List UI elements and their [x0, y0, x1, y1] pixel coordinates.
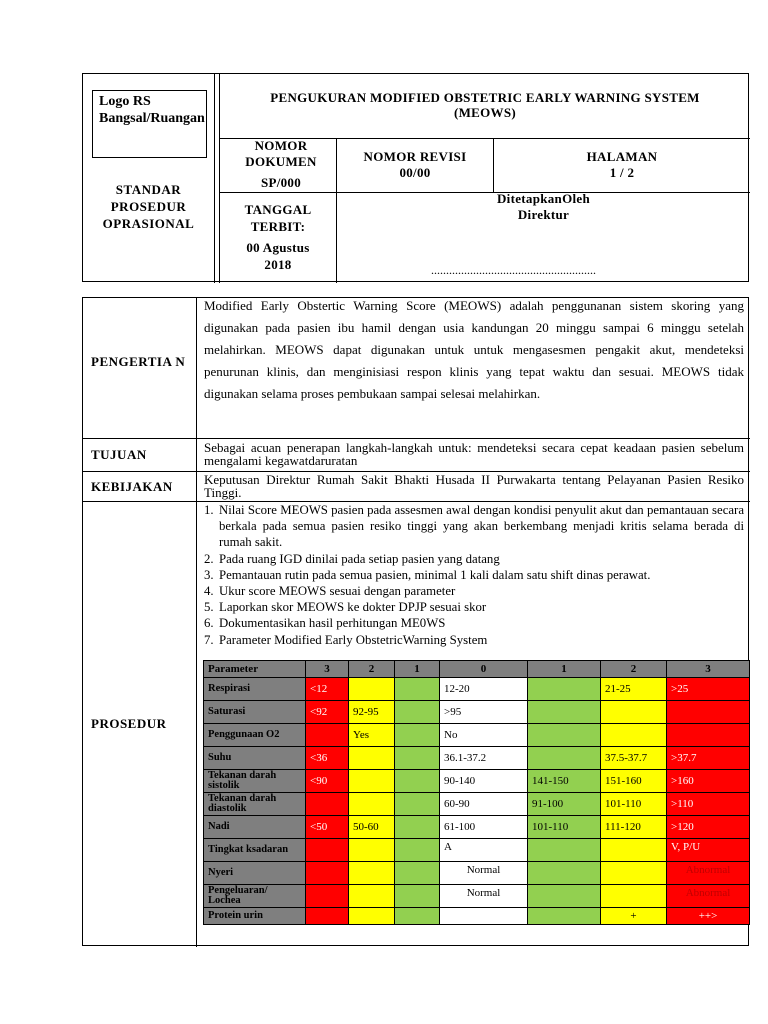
score-cell — [306, 908, 349, 925]
score-cell: 50-60 — [349, 816, 395, 839]
table-row — [204, 793, 750, 816]
score-cell: Normal — [440, 862, 528, 885]
tujuan-text: Sebagai acuan penerapan langkah-langkah untuk: mendeteksi secara cepat keadaan pasien sebelum mengalami kegawatdaruratan — [204, 440, 744, 468]
signature-line: ....................................................... — [431, 263, 596, 277]
score-cell: <92 — [306, 701, 349, 724]
ditetapkan-role: Direktur — [517, 207, 570, 222]
table-row — [204, 885, 750, 908]
score-cell — [349, 908, 395, 925]
table-row — [204, 816, 750, 839]
score-cell: 90-140 — [440, 770, 528, 793]
step-text: Pemantauan rutin pada semua pasien, minimal 1 kali dalam satu shift dinas perawat. — [219, 567, 651, 582]
divider — [83, 438, 750, 439]
score-cell: 101-110 — [528, 816, 601, 839]
list-item — [204, 567, 744, 583]
score-cell — [667, 724, 750, 747]
nomor-revisi-value: 00/00 — [399, 165, 431, 180]
score-cell — [349, 885, 395, 908]
header-cell: 2 — [349, 661, 395, 678]
score-cell: 141-150 — [528, 770, 601, 793]
prosedur-label: PROSEDUR — [91, 716, 167, 731]
table-row — [204, 747, 750, 770]
parameter-cell: Tingkat ksadaran — [204, 839, 306, 862]
step-text: Parameter Modified Early ObstetricWarning System — [219, 632, 488, 647]
score-cell — [395, 908, 440, 925]
ditetapkan-cell — [337, 191, 750, 223]
table-row — [204, 839, 750, 862]
sop-label-line: OPRASIONAL — [102, 216, 195, 231]
kebijakan-label: KEBIJAKAN — [91, 479, 173, 494]
score-cell — [601, 839, 667, 862]
list-item — [204, 551, 744, 567]
parameter-cell: Nadi — [204, 816, 306, 839]
score-cell: A — [440, 839, 528, 862]
parameter-cell: Respirasi — [204, 678, 306, 701]
parameter-cell: Tekanan darah sistolik — [204, 770, 306, 793]
step-number: 5. — [204, 600, 214, 615]
step-text: Pada ruang IGD dinilai pada setiap pasien yang datang — [219, 551, 500, 566]
step-number: 1. — [204, 503, 214, 517]
table-row — [204, 678, 750, 701]
parameter-cell: Pengeluaran/ Lochea — [204, 885, 306, 908]
score-cell — [395, 724, 440, 747]
score-cell: 91-100 — [528, 793, 601, 816]
score-cell — [306, 862, 349, 885]
parameter-cell: Suhu — [204, 747, 306, 770]
tanggal-terbit-label: TANGGAL TERBIT: — [244, 202, 312, 234]
tujuan-label: TUJUAN — [91, 447, 147, 462]
score-cell: 151-160 — [601, 770, 667, 793]
score-cell: 111-120 — [601, 816, 667, 839]
score-cell — [395, 793, 440, 816]
header-cell: 1 — [528, 661, 601, 678]
step-text: Laporkan skor MEOWS ke dokter DPJP sesuai skor — [219, 600, 487, 615]
score-cell — [395, 747, 440, 770]
logo-text: Logo RS Bangsal/Ruangan — [99, 94, 205, 126]
score-cell — [528, 724, 601, 747]
step-number: 7. — [204, 632, 214, 647]
score-cell: >25 — [667, 678, 750, 701]
sop-label-line: PROSEDUR — [110, 199, 187, 214]
score-cell: <36 — [306, 747, 349, 770]
score-cell: 37.5-37.7 — [601, 747, 667, 770]
score-cell: Normal — [440, 885, 528, 908]
score-cell: No — [440, 724, 528, 747]
score-cell — [306, 839, 349, 862]
score-cell — [395, 885, 440, 908]
ditetapkan-label: DitetapkanOleh — [496, 191, 591, 206]
parameter-cell: Protein urin — [204, 908, 306, 925]
nomor-dokumen-value: SP/000 — [260, 175, 302, 190]
table-row — [204, 770, 750, 793]
kebijakan-text: Keputusan Direktur Rumah Sakit Bhakti Husada II Purwakarta tentang Pelayanan Pasien Resiko Tinggi. — [204, 472, 744, 500]
tanggal-terbit-cell — [220, 201, 336, 273]
header-cell: 2 — [601, 661, 667, 678]
score-cell — [528, 839, 601, 862]
pengertian-text: Modified Early Obstertic Warning Score (MEOWS) adalah penggunanan sistem skoring yang digunakan pada pasien ibu hamil dengan usia kandungan 20 minggu sampai 6 minggu setelah melahirkan. MEOWS dapat digunakan untuk untuk mengasesmen pengakit akut, mendeteksi penurunan klinis, dan menginisiasi respon klinis yang tepat waktu dan sesuai. MEOWS tidak digunakan selama proses pembukaan sampai selesai melahirkan. — [204, 298, 744, 401]
step-text: Nilai Score MEOWS pasien pada assesmen awal dengan kondisi penyulit akut dan pemantauan secara berkala pada semua pasien resiko tinggi yang akan berkembang menjadi kritis selama berada di rumah sakit. — [219, 503, 744, 550]
parameter-cell: Saturasi — [204, 701, 306, 724]
score-cell — [528, 885, 601, 908]
score-cell — [440, 908, 528, 925]
step-number: 6. — [204, 616, 214, 631]
score-cell — [601, 862, 667, 885]
score-cell: >37.7 — [667, 747, 750, 770]
score-cell: 61-100 — [440, 816, 528, 839]
tanggal-terbit-value: 00 Agustus 2018 — [246, 240, 310, 272]
step-text: Dokumentasikan hasil perhitungan ME0WS — [219, 616, 446, 631]
header-cell: 3 — [667, 661, 750, 678]
score-cell — [349, 839, 395, 862]
list-item — [204, 615, 744, 631]
parameter-cell: Nyeri — [204, 862, 306, 885]
score-cell: <12 — [306, 678, 349, 701]
score-cell: + — [601, 908, 667, 925]
score-cell — [601, 701, 667, 724]
step-number: 4. — [204, 584, 214, 599]
step-number: 2. — [204, 551, 214, 566]
score-cell — [528, 701, 601, 724]
score-cell: 92-95 — [349, 701, 395, 724]
list-item — [204, 599, 744, 615]
score-cell — [395, 862, 440, 885]
step-number: 3. — [204, 567, 214, 582]
score-cell: <50 — [306, 816, 349, 839]
score-cell: >160 — [667, 770, 750, 793]
sop-body — [82, 297, 749, 946]
parameter-cell: Penggunaan O2 — [204, 724, 306, 747]
divider — [196, 298, 197, 947]
score-cell: Abnormal — [667, 862, 750, 885]
header-cell: 0 — [440, 661, 528, 678]
halaman-label: HALAMAN — [586, 149, 658, 164]
score-cell: >120 — [667, 816, 750, 839]
hospital-logo-placeholder — [92, 90, 207, 158]
score-cell — [349, 747, 395, 770]
document-header — [82, 73, 749, 282]
divider — [214, 74, 215, 283]
table-row — [204, 908, 750, 925]
nomor-dokumen-cell — [233, 138, 329, 191]
score-cell — [306, 724, 349, 747]
header-cell: 3 — [306, 661, 349, 678]
score-cell: 21-25 — [601, 678, 667, 701]
score-cell — [528, 862, 601, 885]
table-row — [204, 701, 750, 724]
title-line: PENGUKURAN MODIFIED OBSTETRIC EARLY WARNING SYSTEM — [270, 90, 700, 105]
score-cell — [306, 793, 349, 816]
score-cell: 36.1-37.2 — [440, 747, 528, 770]
sop-label-line: STANDAR — [115, 182, 182, 197]
score-cell — [306, 885, 349, 908]
score-cell — [528, 747, 601, 770]
header-cell: Parameter — [204, 661, 306, 678]
sop-label — [83, 181, 214, 232]
score-cell: >95 — [440, 701, 528, 724]
score-cell: V, P/U — [667, 839, 750, 862]
halaman-cell — [494, 149, 750, 181]
score-cell: <90 — [306, 770, 349, 793]
score-cell: >110 — [667, 793, 750, 816]
score-cell: ++> — [667, 908, 750, 925]
score-cell — [528, 678, 601, 701]
score-cell — [395, 839, 440, 862]
score-cell — [395, 770, 440, 793]
nomor-revisi-label: NOMOR REVISI — [363, 149, 467, 164]
score-cell — [349, 793, 395, 816]
score-cell — [601, 885, 667, 908]
halaman-value: 1 / 2 — [609, 165, 635, 180]
score-cell — [601, 724, 667, 747]
table-header-row — [204, 661, 750, 678]
score-cell — [349, 770, 395, 793]
table-row — [204, 862, 750, 885]
score-cell — [528, 908, 601, 925]
score-cell: Yes — [349, 724, 395, 747]
step-text: Ukur score MEOWS sesuai dengan parameter — [219, 584, 456, 599]
score-cell — [395, 678, 440, 701]
nomor-revisi-cell — [337, 149, 493, 181]
header-cell: 1 — [395, 661, 440, 678]
parameter-cell: Tekanan darah diastolik — [204, 793, 306, 816]
meows-table — [203, 660, 750, 925]
prosedur-steps — [204, 502, 744, 648]
score-cell — [395, 701, 440, 724]
score-cell: 12-20 — [440, 678, 528, 701]
document-title — [220, 90, 750, 120]
table-row — [204, 724, 750, 747]
score-cell: 60-90 — [440, 793, 528, 816]
nomor-dokumen-label: NOMOR DOKUMEN — [245, 138, 317, 169]
score-cell — [667, 701, 750, 724]
score-cell — [395, 816, 440, 839]
score-cell: 101-110 — [601, 793, 667, 816]
title-line: (MEOWS) — [453, 105, 517, 120]
list-item — [204, 632, 744, 648]
score-cell — [349, 862, 395, 885]
pengertian-label: PENGERTIA N — [91, 354, 186, 369]
score-cell — [349, 678, 395, 701]
score-cell: Abnormal — [667, 885, 750, 908]
list-item — [204, 583, 744, 599]
list-item — [204, 502, 744, 551]
